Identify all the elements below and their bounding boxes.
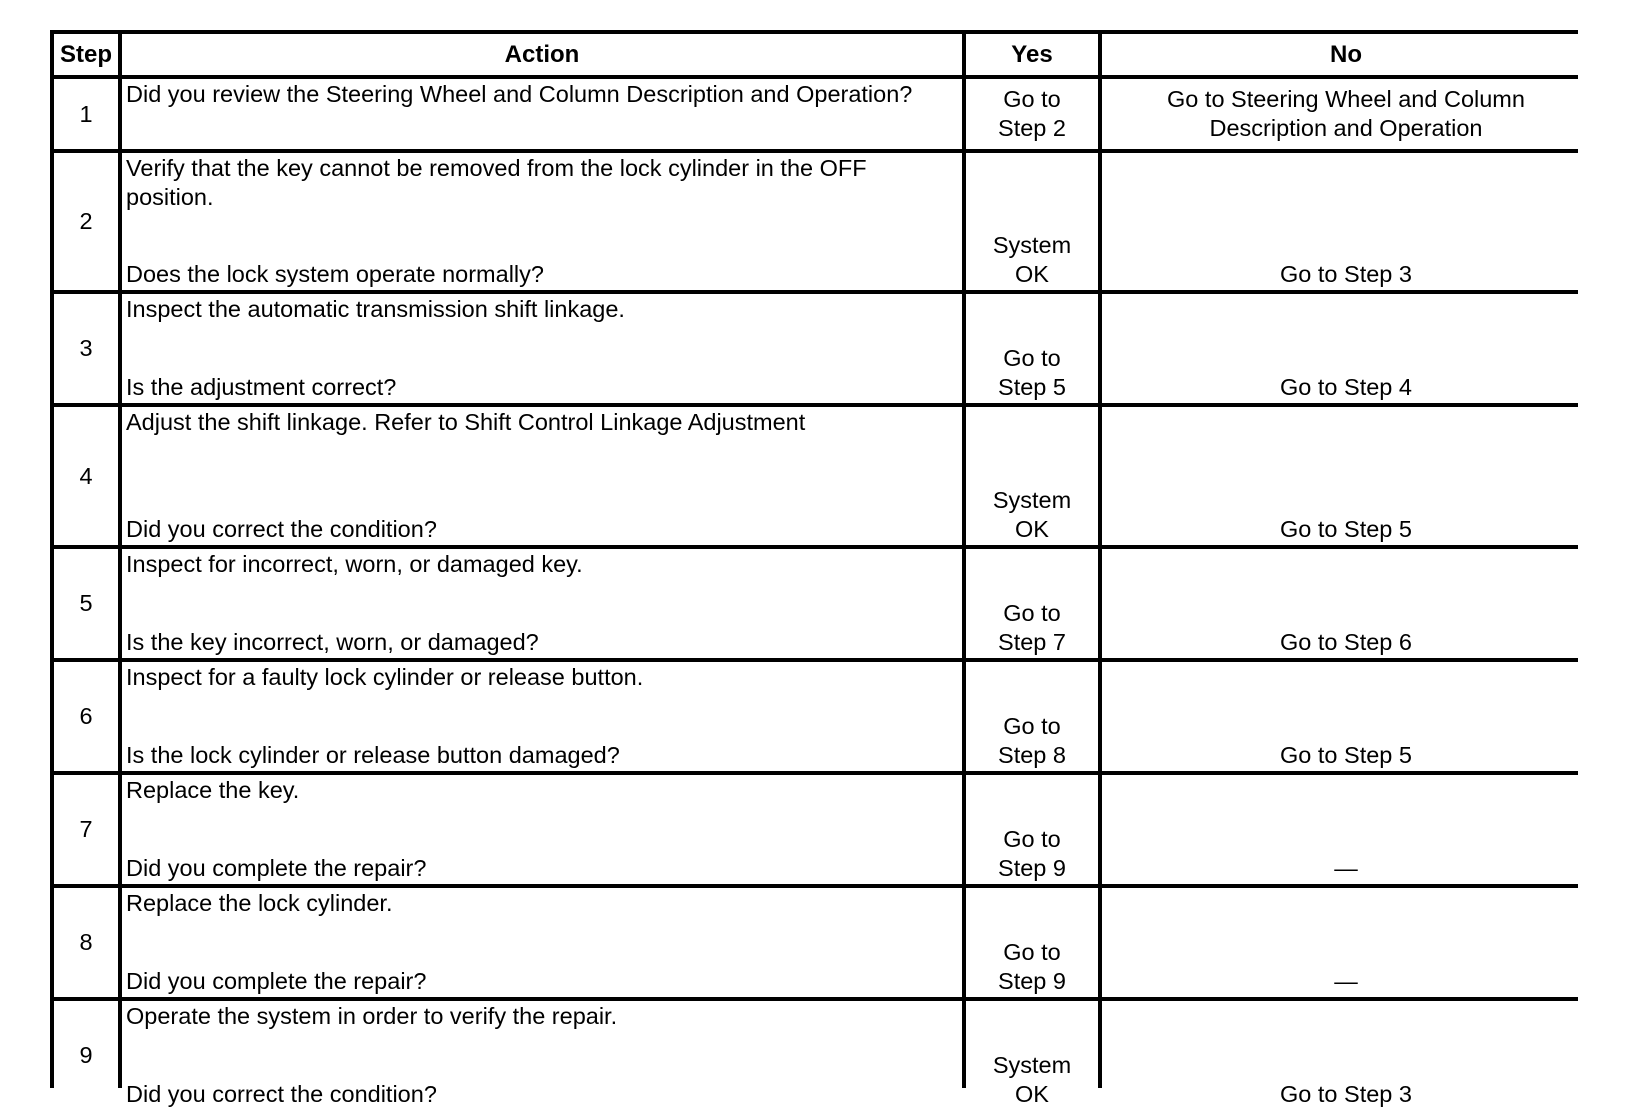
no-cell (1102, 153, 1590, 290)
no-cell (1102, 1001, 1590, 1110)
step-number: 5 (54, 549, 118, 658)
action-cell (122, 775, 962, 884)
no-result: — (1334, 968, 1358, 994)
no-cell (1102, 294, 1590, 403)
action-instruction: Verify that the key cannot be removed from the lock cylinder in the OFF position. (126, 155, 867, 210)
yes-result: Go to Step 5 (998, 345, 1066, 400)
yes-cell (966, 79, 1098, 149)
yes-result: Go to Step 9 (998, 826, 1066, 881)
action-cell (122, 294, 962, 403)
action-question: Is the adjustment correct? (126, 374, 397, 400)
header-no: No (1102, 34, 1590, 75)
action-instruction: Replace the key. (126, 777, 300, 803)
no-result: Go to Steering Wheel and Column Description and Operation (1167, 85, 1525, 141)
header-step: Step (54, 34, 118, 75)
action-question: Did you correct the condition? (126, 516, 437, 542)
step-number: 1 (54, 79, 118, 149)
no-result: Go to Step 3 (1280, 261, 1412, 287)
step-number: 2 (54, 153, 118, 290)
yes-cell (966, 294, 1098, 403)
action-question: Did you complete the repair? (126, 968, 427, 994)
action-cell (122, 153, 962, 290)
action-instruction: Inspect for a faulty lock cylinder or release button. (126, 664, 644, 690)
no-cell (1102, 662, 1590, 771)
no-result: Go to Step 5 (1280, 742, 1412, 768)
yes-result: System OK (992, 1052, 1072, 1107)
action-instruction: Did you review the Steering Wheel and Column Description and Operation? (126, 81, 913, 107)
yes-result: Go to Step 9 (998, 939, 1066, 994)
step-number: 3 (54, 294, 118, 403)
yes-cell (966, 662, 1098, 771)
no-result: Go to Step 6 (1280, 629, 1412, 655)
yes-cell (966, 775, 1098, 884)
header-action: Action (122, 34, 962, 75)
no-result: — (1334, 855, 1358, 881)
action-question: Did you correct the condition? (126, 1081, 437, 1107)
action-cell (122, 79, 962, 149)
action-instruction: Inspect for incorrect, worn, or damaged key. (126, 551, 583, 577)
yes-cell (966, 407, 1098, 545)
action-instruction: Inspect the automatic transmission shift linkage. (126, 296, 625, 322)
diagnostic-table (50, 30, 1578, 1107)
step-number: 4 (54, 407, 118, 545)
action-instruction: Adjust the shift linkage. Refer to Shift Control Linkage Adjustment (126, 409, 806, 435)
step-number: 6 (54, 662, 118, 771)
yes-result: System OK (992, 232, 1072, 287)
yes-result: Go to Step 7 (998, 600, 1066, 655)
action-question: Is the key incorrect, worn, or damaged? (126, 629, 539, 655)
no-cell (1102, 79, 1590, 149)
yes-cell (966, 888, 1098, 997)
action-question: Is the lock cylinder or release button damaged? (126, 742, 620, 768)
no-result: Go to Step 5 (1280, 516, 1412, 542)
action-cell (122, 888, 962, 997)
header-yes: Yes (966, 34, 1098, 75)
yes-cell (966, 549, 1098, 658)
step-number: 8 (54, 888, 118, 997)
no-cell (1102, 549, 1590, 658)
yes-result: System OK (992, 487, 1072, 542)
step-number: 7 (54, 775, 118, 884)
action-question: Did you complete the repair? (126, 855, 427, 881)
no-cell (1102, 775, 1590, 884)
no-cell (1102, 407, 1590, 545)
yes-result: Go to Step 2 (998, 85, 1066, 141)
action-cell (122, 549, 962, 658)
action-cell (122, 1001, 962, 1110)
yes-cell (966, 153, 1098, 290)
action-cell (122, 407, 962, 545)
action-cell (122, 662, 962, 771)
action-question: Does the lock system operate normally? (126, 261, 544, 287)
no-result: Go to Step 4 (1280, 374, 1412, 400)
action-instruction: Operate the system in order to verify the repair. (126, 1003, 618, 1029)
no-cell (1102, 888, 1590, 997)
yes-cell (966, 1001, 1098, 1110)
action-instruction: Replace the lock cylinder. (126, 890, 393, 916)
no-result: Go to Step 3 (1280, 1081, 1412, 1107)
step-number: 9 (54, 1001, 118, 1110)
yes-result: Go to Step 8 (998, 713, 1066, 768)
